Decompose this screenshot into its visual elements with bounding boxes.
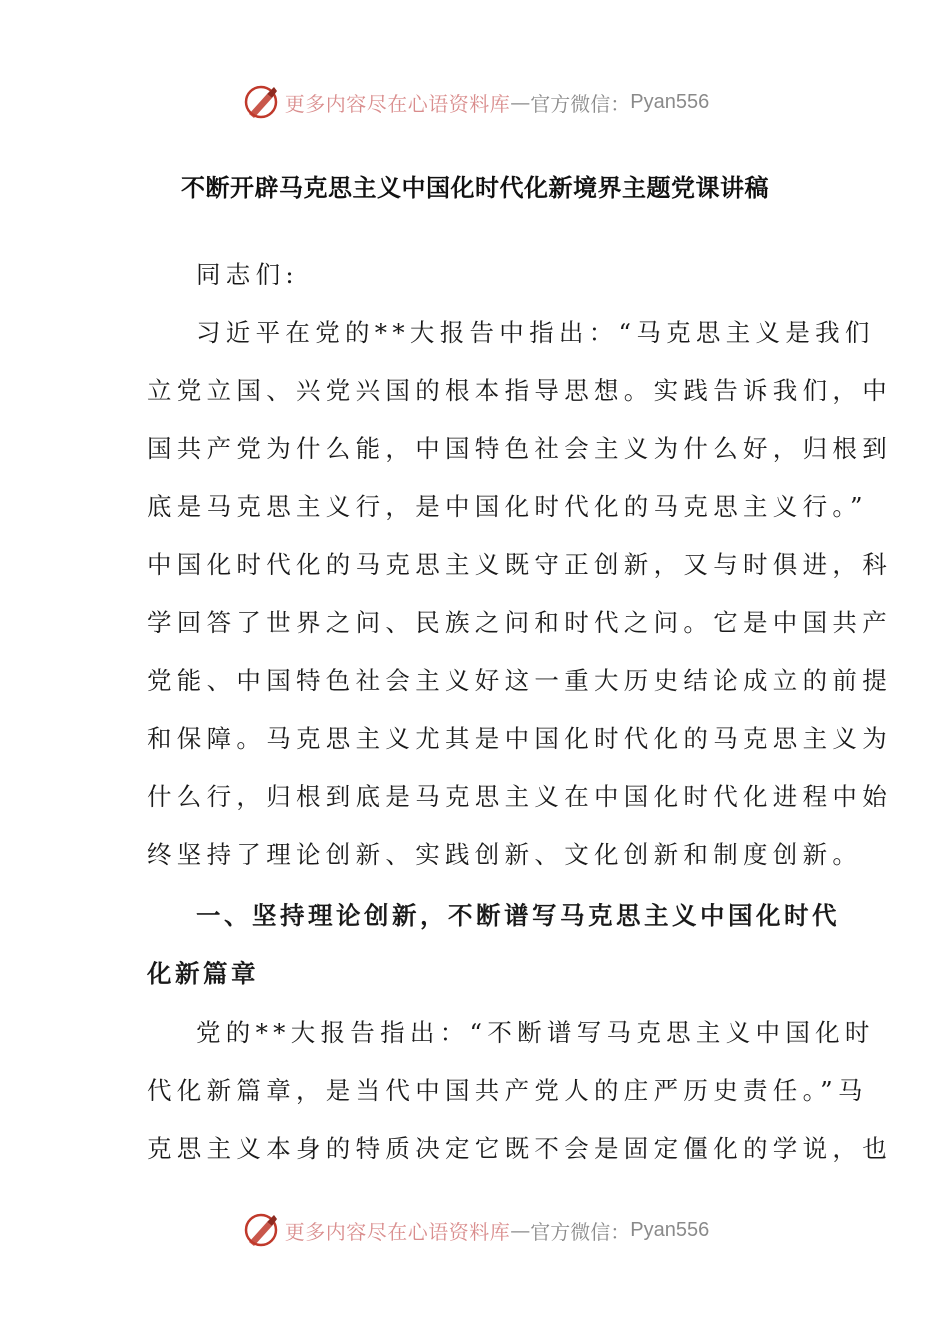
paragraph-line: 中国化时代化的马克思主义既守正创新，又与时俱进，科: [147, 550, 892, 579]
section-heading-line: 一、坚持理论创新，不断谱写马克思主义中国化时代: [196, 901, 840, 930]
banner-brand: 更多内容尽在心语资料库: [284, 91, 511, 116]
footer-watermark: [0, 1208, 950, 1252]
paragraph-line: 底是马克思主义行，是中国化时代化的马克思主义行。”: [147, 492, 868, 521]
banner-wechat-label: 官方微信：: [530, 1219, 631, 1244]
paragraph-line: 国共产党为什么能，中国特色社会主义为什么好，归根到: [147, 434, 892, 463]
paragraph-line: 和保障。马克思主义尤其是中国化时代化的马克思主义为: [147, 724, 892, 753]
paragraph-line: 立党立国、兴党兴国的根本指导思想。实践告诉我们，中: [147, 376, 892, 405]
banner-wechat-id: Pyan556: [630, 1218, 710, 1241]
paragraph-line: 终坚持了理论创新、实践创新、文化创新和制度创新。: [147, 840, 863, 869]
banner-wechat-label: 官方微信：: [530, 91, 631, 116]
paragraph-line: 习近平在党的**大报告中指出：“马克思主义是我们: [196, 318, 875, 347]
banner-brand: 更多内容尽在心语资料库: [284, 1219, 511, 1244]
header-watermark: [0, 80, 950, 124]
document-title: 不断开辟马克思主义中国化时代化新境界主题党课讲稿: [181, 174, 769, 202]
paragraph-line: 学回答了世界之问、民族之问和时代之问。它是中国共产: [147, 608, 892, 637]
paragraph-line: 代化新篇章，是当代中国共产党人的庄严历史责任。”马: [147, 1076, 868, 1105]
pen-nib-circle-icon: [241, 1210, 281, 1250]
paragraph-line: 党的**大报告指出：“不断谱写马克思主义中国化时: [196, 1018, 875, 1047]
banner-wechat-id: Pyan556: [630, 90, 710, 113]
paragraph-line: 党能、中国特色社会主义好这一重大历史结论成立的前提: [147, 666, 892, 695]
salutation-line: 同志们:: [196, 260, 299, 289]
pen-nib-circle-icon: [241, 82, 281, 122]
paragraph-line: 克思主义本身的特质决定它既不会是固定僵化的学说，也: [147, 1134, 892, 1163]
paragraph-line: 什么行，归根到底是马克思主义在中国化时代化进程中始: [147, 782, 892, 811]
banner-dash: —: [510, 90, 531, 114]
section-heading-line: 化新篇章: [147, 959, 259, 988]
banner-dash: —: [510, 1218, 531, 1242]
